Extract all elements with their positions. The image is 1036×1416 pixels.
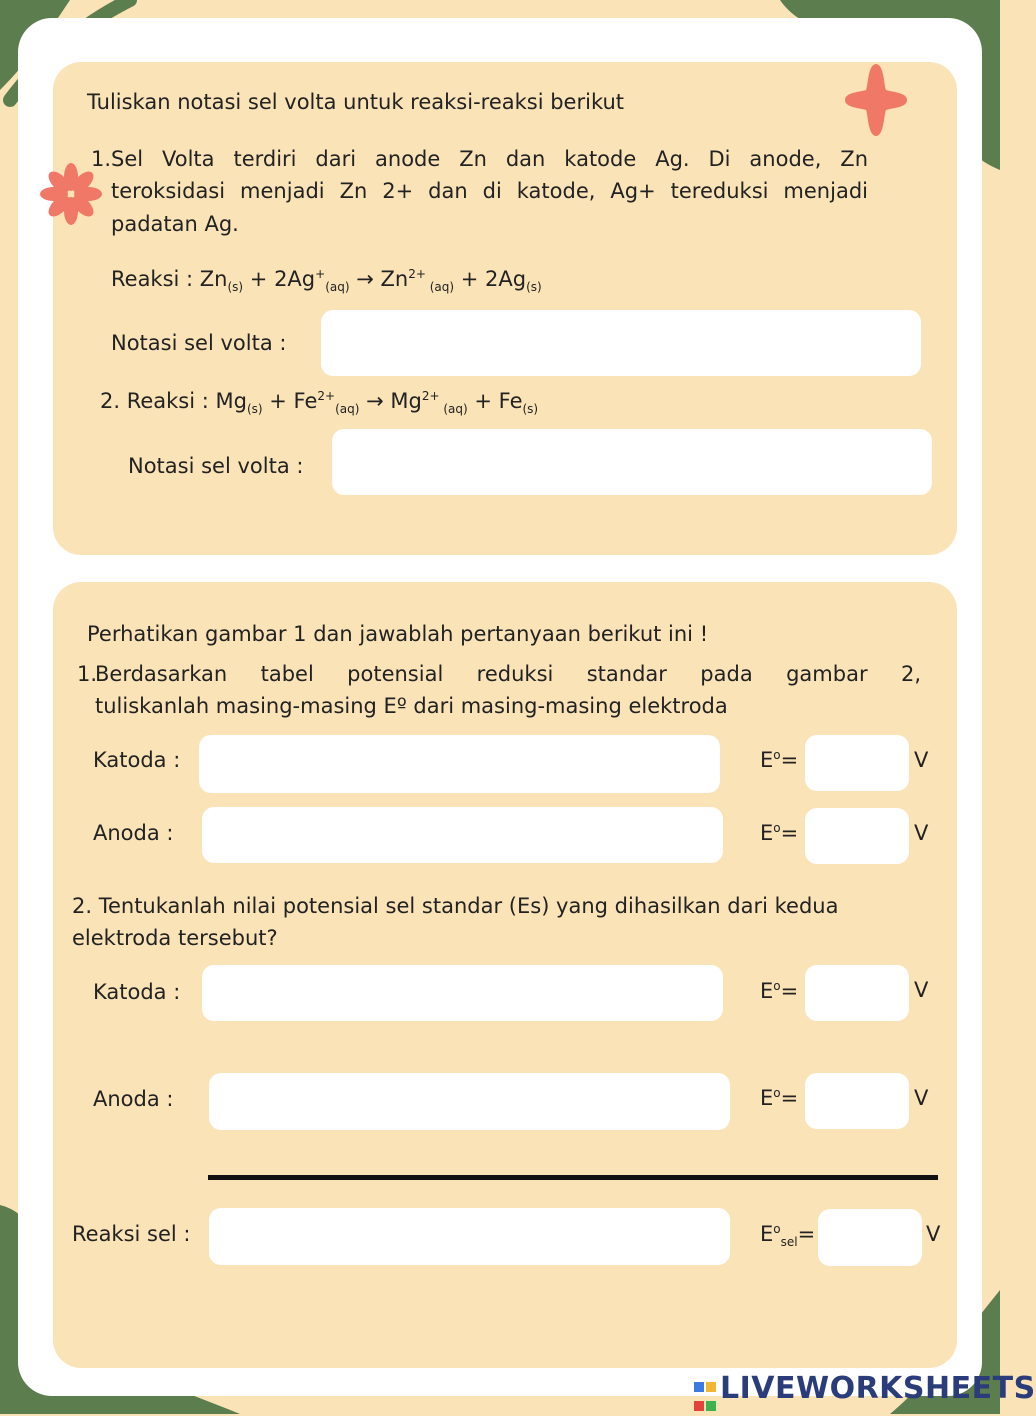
section-1-instruction: Tuliskan notasi sel volta untuk reaksi-reaksi berikut bbox=[87, 90, 624, 114]
anoda-2-unit: V bbox=[914, 1086, 929, 1110]
question-2-1-number: 1. bbox=[77, 662, 98, 686]
reaction-1: Reaksi : $Zn_{(s)} + 2Ag^+_{(aq)} \to Zn^{2+}$ $_{(aq)} + 2Ag_{(s)}$ bbox=[111, 267, 542, 295]
question-1-number: 1. bbox=[91, 147, 112, 171]
reaksi-sel-input[interactable] bbox=[209, 1208, 730, 1265]
question-2-1-text-line-1: Berdasarkan tabel potensial reduksi standar pada gambar 2, bbox=[95, 662, 921, 686]
notation-1-input[interactable] bbox=[321, 310, 921, 376]
anoda-1-e-input[interactable] bbox=[805, 808, 909, 864]
question-1-text-line-1: Sel Volta terdiri dari anode Zn dan katode Ag. Di anode, Zn bbox=[111, 147, 868, 171]
katoda-2-e-label: $E^o=$ bbox=[760, 979, 799, 1003]
e-sel-label: $E^o_{sel}=$ bbox=[760, 1222, 816, 1250]
anoda-2-e-label: $E^o=$ bbox=[760, 1086, 799, 1110]
katoda-1-input[interactable] bbox=[199, 735, 720, 793]
liveworksheets-brand: LIVEWORKSHEETS bbox=[720, 1371, 1036, 1406]
anoda-1-label: Anoda : bbox=[93, 821, 174, 845]
question-1-text-line-3: padatan Ag. bbox=[111, 212, 239, 236]
section-2-instruction: Perhatikan gambar 1 dan jawablah pertanyaan berikut ini ! bbox=[87, 622, 709, 646]
question-2-2-text-line-2: elektroda tersebut? bbox=[72, 926, 278, 950]
sparkle-icon bbox=[843, 62, 909, 138]
question-1-text-line-2: teroksidasi menjadi Zn 2+ dan di katode, Ag+ tereduksi menjadi bbox=[111, 179, 868, 203]
katoda-2-label: Katoda : bbox=[93, 980, 181, 1004]
anoda-2-e-input[interactable] bbox=[805, 1073, 909, 1129]
anoda-1-input[interactable] bbox=[202, 807, 723, 863]
notation-2-label: Notasi sel volta : bbox=[128, 454, 304, 478]
katoda-2-unit: V bbox=[914, 978, 929, 1002]
anoda-2-input[interactable] bbox=[209, 1073, 730, 1130]
katoda-2-e-input[interactable] bbox=[805, 965, 909, 1021]
notation-2-input[interactable] bbox=[332, 429, 932, 495]
katoda-1-e-label: $E^o=$ bbox=[760, 748, 799, 772]
e-sel-input[interactable] bbox=[818, 1209, 922, 1266]
anoda-1-unit: V bbox=[914, 821, 929, 845]
e-sel-unit: V bbox=[926, 1222, 941, 1246]
question-2-2-text-line-1: 2. Tentukanlah nilai potensial sel standar (Es) yang dihasilkan dari kedua bbox=[72, 894, 839, 918]
reaksi-sel-label: Reaksi sel : bbox=[72, 1222, 191, 1246]
katoda-2-input[interactable] bbox=[202, 965, 723, 1021]
katoda-1-label: Katoda : bbox=[93, 748, 181, 772]
katoda-1-e-input[interactable] bbox=[805, 735, 909, 791]
anoda-1-e-label: $E^o=$ bbox=[760, 821, 799, 845]
liveworksheets-logo-icon bbox=[693, 1378, 719, 1404]
notation-1-label: Notasi sel volta : bbox=[111, 331, 287, 355]
question-2-1-text-line-2: tuliskanlah masing-masing Eº dari masing-masing elektroda bbox=[95, 694, 728, 718]
katoda-1-unit: V bbox=[914, 748, 929, 772]
sum-divider-line bbox=[208, 1175, 938, 1180]
reaction-2: 2. Reaksi : $Mg_{(s)} + Fe^{2+}_{(aq)} \to Mg^{2+}$ $_{(aq)} + Fe_{(s)}$ bbox=[100, 389, 539, 417]
anoda-2-label: Anoda : bbox=[93, 1087, 174, 1111]
